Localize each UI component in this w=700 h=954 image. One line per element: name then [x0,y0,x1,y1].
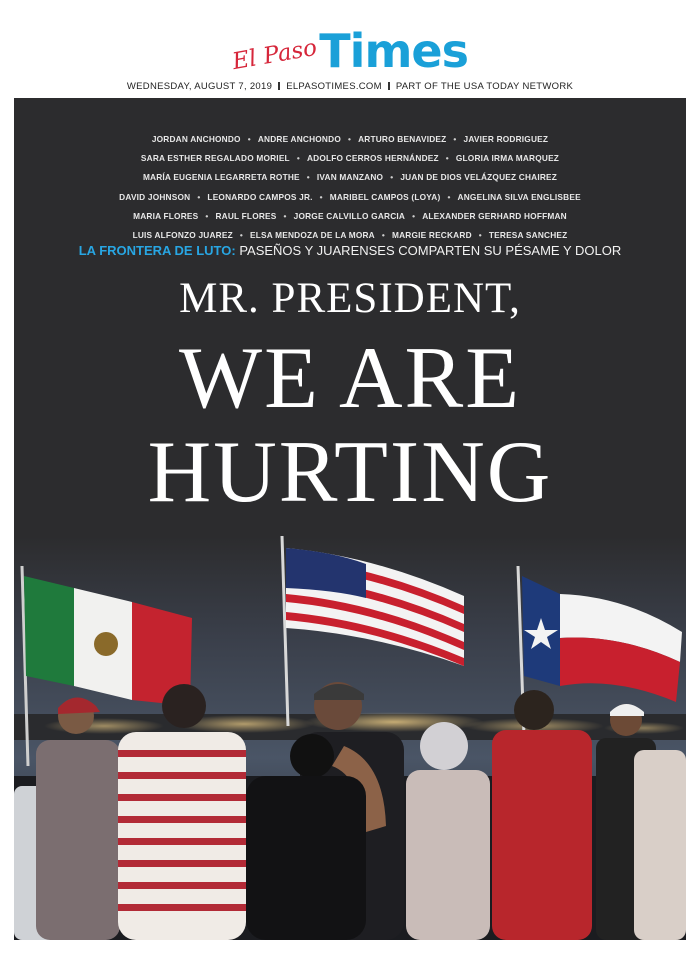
bullet-separator: • [319,191,323,202]
victim-names-row [14,228,686,243]
bullet-separator: • [197,191,201,202]
bullet-separator: • [283,210,287,221]
victim-name: ANGELINA SILVA ENGLISBEE [457,191,581,202]
victim-name: JORDAN ANCHONDO [151,134,241,144]
el-paso-times-logo[interactable] [0,26,700,76]
victim-name: JORGE CALVILLO GARCIA [293,210,406,221]
victim-names-list [14,132,686,247]
bullet-separator: • [390,172,394,183]
victim-name: JUAN DE DIOS VELÁZQUEZ CHAIREZ [400,172,558,183]
divider-bar [278,82,280,90]
bullet-separator: • [247,134,251,144]
bullet-separator: • [239,229,243,240]
victim-name: MARÍA EUGENIA LEGARRETA ROTHE [142,172,300,183]
bullet-separator: • [306,172,310,183]
vigil-photo [14,536,686,940]
victim-name: GLORIA IRMA MARQUEZ [455,153,560,164]
victim-name: MARGIE RECKARD [391,229,472,240]
victim-name: LUIS ALFONZO JUAREZ [132,229,233,240]
bullet-separator: • [445,153,449,164]
victim-name: MARIA FLORES [133,210,199,221]
dateline [0,81,700,92]
front-page-panel [14,98,686,940]
network-tagline: PART OF THE USA TODAY NETWORK [395,81,574,92]
victim-name: IVAN MANZANO [316,172,384,183]
victim-name: RAUL FLORES [215,210,277,221]
victim-name: SARA ESTHER REGALADO MORIEL [140,153,290,164]
bullet-separator: • [347,134,352,144]
victim-name: TERESA SANCHEZ [488,229,568,240]
bullet-separator: • [453,134,457,144]
victim-name: ANDRE ANCHONDO [257,134,341,144]
kicker-lead: LA FRONTERA DE LUTO: [78,243,236,258]
headline-line-2: WE ARE [179,330,521,427]
bullet-separator: • [381,229,385,240]
kicker-text: PASEÑOS Y JUARENSES COMPARTEN SU PÉSAME Y DOLOR [239,243,622,258]
victim-names-row [14,132,686,147]
bullet-separator: • [478,229,482,240]
victim-names-row [14,190,686,205]
masthead [0,0,700,100]
logo-times-wordmark: Times [319,24,468,78]
issue-date: WEDNESDAY, AUGUST 7, 2019 [126,81,273,92]
victim-name: DAVID JOHNSON [119,191,191,202]
headline-line-1: MR. PRESIDENT, [179,275,521,322]
bullet-separator: • [205,210,209,221]
victim-name: ADOLFO CERROS HERNÁNDEZ [306,153,439,164]
site-url[interactable]: ELPASOTIMES.COM [286,81,382,92]
bullet-separator: • [447,191,451,202]
victim-names-row [14,170,686,185]
victim-name: JAVIER RODRIGUEZ [463,134,549,144]
victim-names-row [14,209,686,224]
headline-line-3: HURTING [147,424,553,521]
victim-name: LEONARDO CAMPOS JR. [207,191,313,202]
victim-name: ALEXANDER GERHARD HOFFMAN [422,210,567,221]
victim-name: ARTURO BENAVIDEZ [358,134,447,144]
kicker-line [14,243,686,258]
victim-name: MARIBEL CAMPOS (LOYA) [329,191,441,202]
logo-el-paso-script: El Paso [230,34,319,76]
bullet-separator: • [296,153,300,164]
victim-names-row [14,151,686,166]
victim-name: ELSA MENDOZA DE LA MORA [249,229,375,240]
divider-bar [388,82,390,90]
bullet-separator: • [412,210,416,221]
